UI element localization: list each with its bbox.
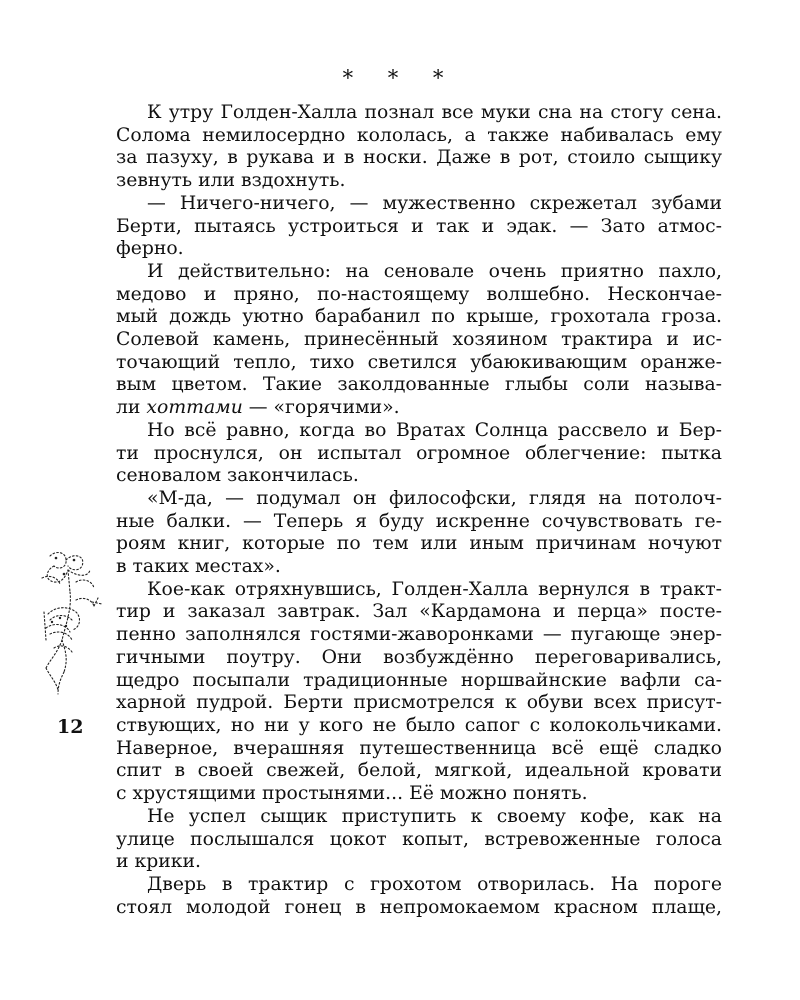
text-line: ные балки. — Теперь я буду искренне сочувствовать ге- [116, 510, 722, 532]
paragraph [116, 193, 722, 261]
text-line: Наверное, вчерашняя путешественница всё ещё сладко [116, 737, 722, 759]
text-line: гичными поутру. Они возбуждённо переговаривались, [116, 646, 722, 668]
text-line: пенно заполнялся гостями-жаворонками — пугающе энер- [116, 624, 722, 646]
text-line: улице послышался цокот копыт, встревоженные голоса [116, 828, 722, 850]
paragraph [116, 102, 722, 193]
text-line: тир и заказал завтрак. Зал «Кардамона и перца» посте- [116, 601, 722, 623]
text-line: спит в своей свежей, белой, мягкой, идеальной кровати [116, 760, 722, 782]
text-line: за пазуху, в рукава и в носки. Даже в рот, стоило сыщику [116, 147, 722, 169]
text-line: Берти, пытаясь устроиться и так и эдак. — Зато атмос- [116, 215, 722, 237]
text-line: стоял молодой гонец в непромокаемом красном плаще, [116, 896, 722, 918]
body-text [116, 102, 722, 919]
text-line: и крики. [116, 851, 201, 873]
text-fragment: ли [116, 397, 147, 419]
paragraph [116, 579, 722, 806]
text-line: Солома немилосердно кололась, а также набивалась ему [116, 124, 722, 146]
italic-term: хоттами [146, 397, 243, 419]
text-line [116, 397, 722, 420]
paragraph [116, 874, 722, 919]
text-line: Дверь в трактир с грохотом отворилась. На пороге [147, 873, 722, 895]
text-line: Солевой камень, принесённый хозяином трактира и ис- [116, 329, 722, 351]
text-line: вым цветом. Такие заколдованные глыбы соли называ- [116, 374, 722, 396]
text-line: медово и пряно, по-настоящему волшебно. Нескончае- [116, 283, 722, 305]
text-fragment: — «горячими». [242, 397, 400, 419]
text-line: точающий тепло, тихо светился убаюкивающим оранже- [116, 351, 722, 373]
section-separator: * * * [342, 66, 458, 90]
page-number: 12 [57, 716, 84, 738]
text-line: И действительно: на сеновале очень приятно пахло, [147, 260, 722, 282]
text-line: Кое-как отряхнувшись, Голден-Халла вернулся в тракт- [147, 578, 722, 600]
text-line: в таких местах». [116, 556, 281, 578]
text-line: сеновалом закончилась. [116, 465, 359, 487]
paragraph [116, 420, 722, 488]
paragraph [116, 488, 722, 579]
floral-ornament-icon [36, 548, 112, 698]
text-line: — Ничего-ничего, — мужественно скрежетал зубами [147, 192, 722, 214]
text-line: ствующих, но ни у кого не было сапог с колокольчиками. [116, 714, 722, 736]
text-line: «М-да, — подумал он философски, глядя на потолоч- [147, 487, 722, 509]
text-line: роям книг, которые по тем или иным причинам ночуют [116, 533, 722, 555]
text-line: К утру Голден-Халла познал все муки сна на стогу сена. [147, 102, 722, 123]
text-line: Но всё равно, когда во Вратах Солнца рассвело и Бер- [147, 419, 722, 441]
text-line: зевнуть или вздохнуть. [116, 170, 346, 192]
text-line: мый дождь уютно барабанил по крыше, грохотала гроза. [116, 306, 722, 328]
text-line: щедро посыпали традиционные норшвайнские вафли са- [116, 669, 722, 691]
text-line: харной пудрой. Берти присмотрелся к обуви всех присут- [116, 692, 722, 714]
text-line: Не успел сыщик приступить к своему кофе, как на [147, 805, 722, 827]
paragraph [116, 261, 722, 420]
paragraph [116, 806, 722, 874]
text-line: ферно. [116, 238, 184, 260]
text-line: ти проснулся, он испытал огромное облегчение: пытка [116, 442, 722, 464]
text-line: с хрустящими простынями... Её можно понять. [116, 783, 588, 805]
